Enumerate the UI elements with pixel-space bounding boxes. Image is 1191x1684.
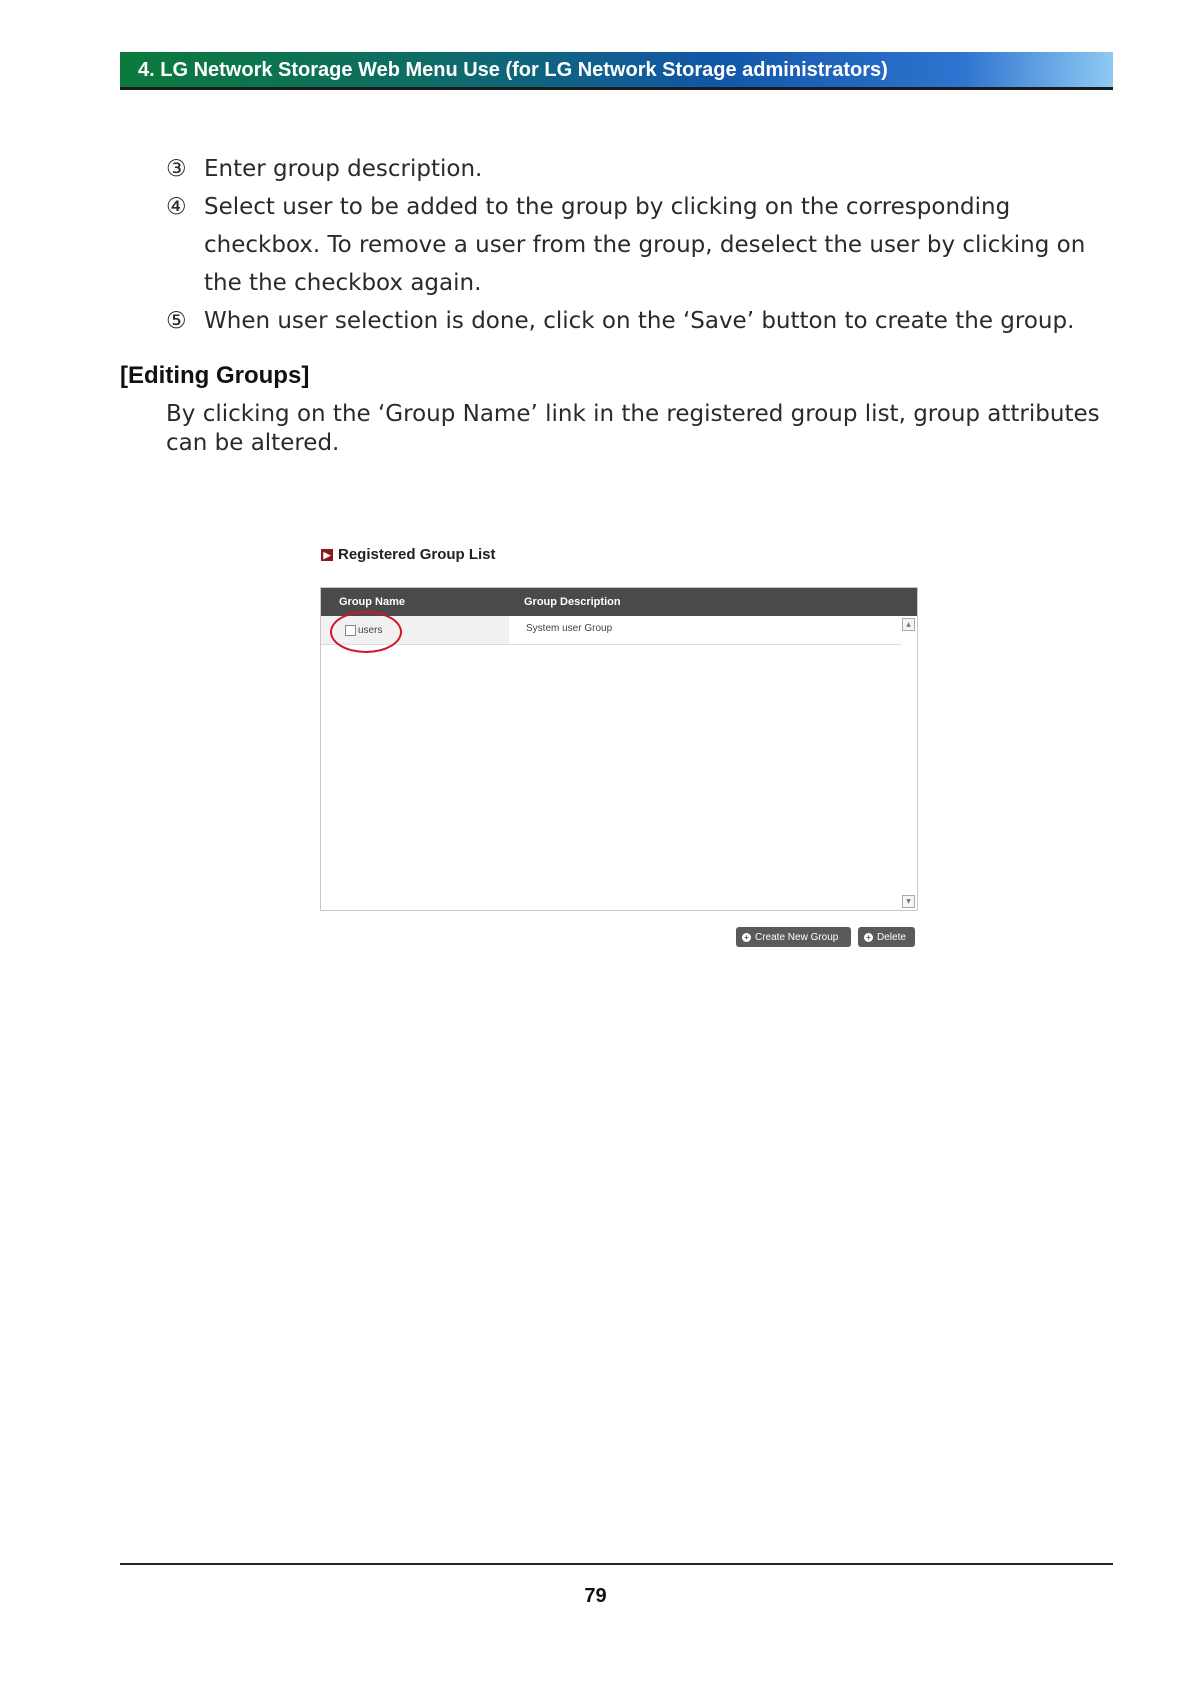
delete-label: Delete (877, 931, 906, 943)
step-text: Select user to be added to the group by clicking on the corresponding checkbox. To remove a user from the group, deselect the user by clicking on the the checkbox again. (204, 194, 1086, 296)
plus-icon: + (864, 933, 873, 942)
delete-button[interactable] (858, 927, 915, 947)
step-number: ④ (166, 194, 187, 220)
step-number: ③ (166, 156, 187, 182)
page-number: 79 (584, 1585, 607, 1607)
create-new-group-button[interactable] (736, 927, 851, 947)
registered-group-list-title (321, 546, 496, 563)
plus-icon: + (742, 933, 751, 942)
chevron-right-icon: ▶ (321, 549, 333, 561)
group-checkbox[interactable] (345, 625, 356, 636)
scroll-up-icon[interactable]: ▲ (902, 618, 915, 631)
table-header (321, 588, 917, 616)
step-item (166, 188, 1086, 302)
panel-title-label: Registered Group List (338, 546, 496, 563)
column-header-group-description[interactable]: Group Description (524, 596, 621, 608)
column-header-group-name[interactable]: Group Name (339, 596, 406, 608)
footer-divider (120, 1563, 1113, 1565)
steps-list (166, 150, 1086, 340)
step-text: Enter group description. (204, 156, 483, 182)
step-text: When user selection is done, click on the ‘Save’ button to create the group. (204, 308, 1075, 334)
chapter-title: 4. LG Network Storage Web Menu Use (for LG Network Storage administrators) (138, 59, 888, 81)
scroll-down-icon[interactable]: ▼ (902, 895, 915, 908)
group-list-table (320, 587, 918, 911)
section-text: By clicking on the ‘Group Name’ link in the registered group list, group attributes can be altered. (166, 401, 1100, 456)
create-new-group-label: Create New Group (755, 931, 839, 943)
group-name-link[interactable]: users (358, 625, 383, 636)
group-description: System user Group (526, 623, 613, 634)
table-row[interactable] (321, 616, 901, 645)
chapter-header-bar (120, 52, 1113, 90)
step-item (166, 150, 1086, 188)
section-title: [Editing Groups] (120, 362, 310, 389)
step-item (166, 302, 1086, 340)
step-number: ⑤ (166, 308, 187, 334)
